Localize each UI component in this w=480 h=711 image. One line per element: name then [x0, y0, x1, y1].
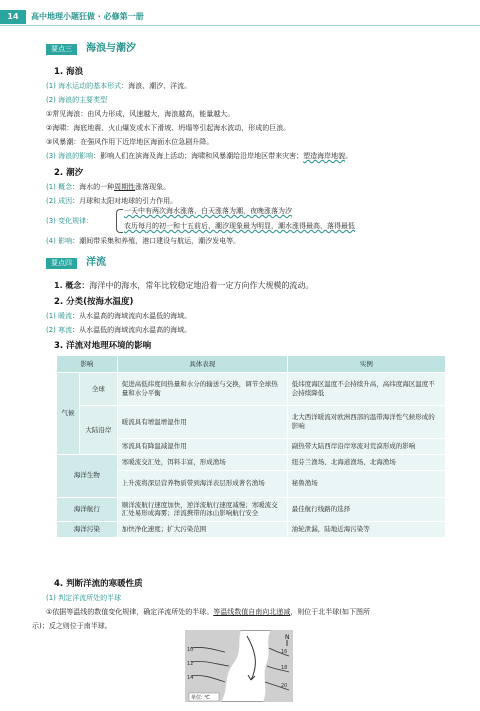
table-row: 海洋污染 加快净化速度；扩大污染范围 油轮泄漏，陆地近海污染等: [57, 522, 446, 538]
section-tag: 要点四: [46, 258, 77, 269]
isotherm-label: 10: [187, 647, 194, 653]
text-line: (1) 概念：海水的一种周期性涨落现象。: [46, 183, 171, 191]
table-row: 寒流具有降温减湿作用 副热带大陆西岸沿岸寒流对荒漠形成的影响: [57, 439, 446, 455]
page-number: 14: [0, 10, 26, 24]
text-line: ①依据等温线的数值变化规律，确定洋流所处的半球。等温线数值自南向北递减，则位于北半球(如下图所: [46, 608, 371, 616]
text-line: ①常见海浪：由风力形成，风速越大，海浪越高，能量越大。: [46, 110, 235, 118]
text-line: 示)；反之则位于南半球。: [32, 622, 112, 630]
text-line: 农历每月的初一和十五前后，潮汐现象最为明显，潮水涨得最高，落得最低: [124, 222, 355, 230]
text-line: (3) 海浪的影响：影响人们在滨海及海上活动；海啸和风暴潮给沿岸地区带来灾害；塑造海岸地貌。: [46, 152, 353, 160]
brace: [116, 209, 123, 233]
text-line: 1. 概念：海洋中的海水，常年比较稳定地沿着一定方向作大规模的流动。: [54, 281, 314, 290]
book-title: 高中地理小题狂做 · 必修第一册: [31, 12, 144, 22]
subheading-judge: 4. 判断洋流的寒暖性质: [54, 579, 143, 589]
isotherm-label: 12: [187, 661, 194, 667]
table-row: 海洋生物 寒暖流交汇处，饵料丰富，形成渔场 纽芬兰渔场、北海道渔场、北海渔场: [57, 454, 446, 470]
text-line: ②海啸：海底地震、火山爆发或水下滑坡、坍塌等引起海水波动，形成的巨浪。: [46, 124, 291, 132]
text-line: 一天中有两次海水涨落，白天涨落为潮，夜晚涨落为汐: [124, 207, 292, 215]
page-header: [0, 10, 144, 24]
text-line: (2) 寒流：从水温低的海域流向水温高的海域。: [46, 326, 192, 334]
section-heading-currents: [46, 256, 106, 270]
impact-table: [56, 355, 446, 538]
text-line: (2) 海浪的主要类型: [46, 96, 108, 104]
text-line: (2) 成因：月球和太阳对地球的引力作用。: [46, 197, 178, 205]
table-row: 气候 全球 促进高低纬度间热量和水分的输送与交换，调节全球热量和水分平衡 低纬度海区温度不会持续升高，高纬度海区温度不会持续降低: [57, 373, 446, 406]
section-title: 海浪与潮汐: [86, 42, 136, 54]
table-row: 大陆沿岸 暖流具有增温增湿作用 北大西洋暖流对欧洲西部的温带海洋性气候形成的影响: [57, 406, 446, 439]
text-line: ③风暴潮：在强风作用下近岸地区海面水位急剧升降。: [46, 138, 214, 146]
section-tag: 要点三: [46, 44, 77, 55]
isotherm-label: 18: [281, 665, 288, 671]
header-divider: [0, 25, 480, 26]
subheading-impact: 3. 洋流对地理环境的影响: [54, 341, 152, 351]
isotherm-label: 20: [281, 683, 288, 689]
table-row: 上升流将深层营养物质带到海洋表层形成著名渔场 秘鲁渔场: [57, 470, 446, 497]
table-header: 实例: [287, 356, 445, 373]
text-line: (4) 影响：潮间带采集和养殖，港口建设与航运，潮汐发电等。: [46, 237, 241, 245]
unit-label: 单位: ℃: [191, 695, 210, 701]
table-header: 具体表现: [117, 356, 287, 373]
table-row: 海洋航行 顺洋流航行速度加快，逆洋流航行速度减慢；寒暖流交汇处易形成海雾；洋流携带的冰山影响航行安全 最佳航行线路的选择: [57, 497, 446, 522]
subheading-waves: 1. 海浪: [54, 67, 84, 77]
text-line: (1) 海水运动的基本形式：海浪、潮汐、洋流。: [46, 82, 192, 90]
north-label: N: [285, 634, 290, 641]
table-header: 影响: [57, 356, 118, 373]
subheading-tides: 2. 潮汐: [54, 168, 84, 178]
section-title: 洋流: [86, 256, 106, 268]
subheading-classification: 2. 分类(按海水温度): [54, 297, 134, 307]
isotherm-map: [185, 630, 293, 702]
text-line: (3) 变化规律：: [46, 217, 94, 225]
text-line: (1) 暖流：从水温高的海域流向水温低的海域。: [46, 312, 192, 320]
isotherm-label: 16: [281, 649, 288, 655]
isotherm-label: 14: [187, 675, 194, 681]
text-line: (1) 判定洋流所处的半球: [46, 594, 122, 602]
section-heading-tides: [46, 42, 136, 56]
